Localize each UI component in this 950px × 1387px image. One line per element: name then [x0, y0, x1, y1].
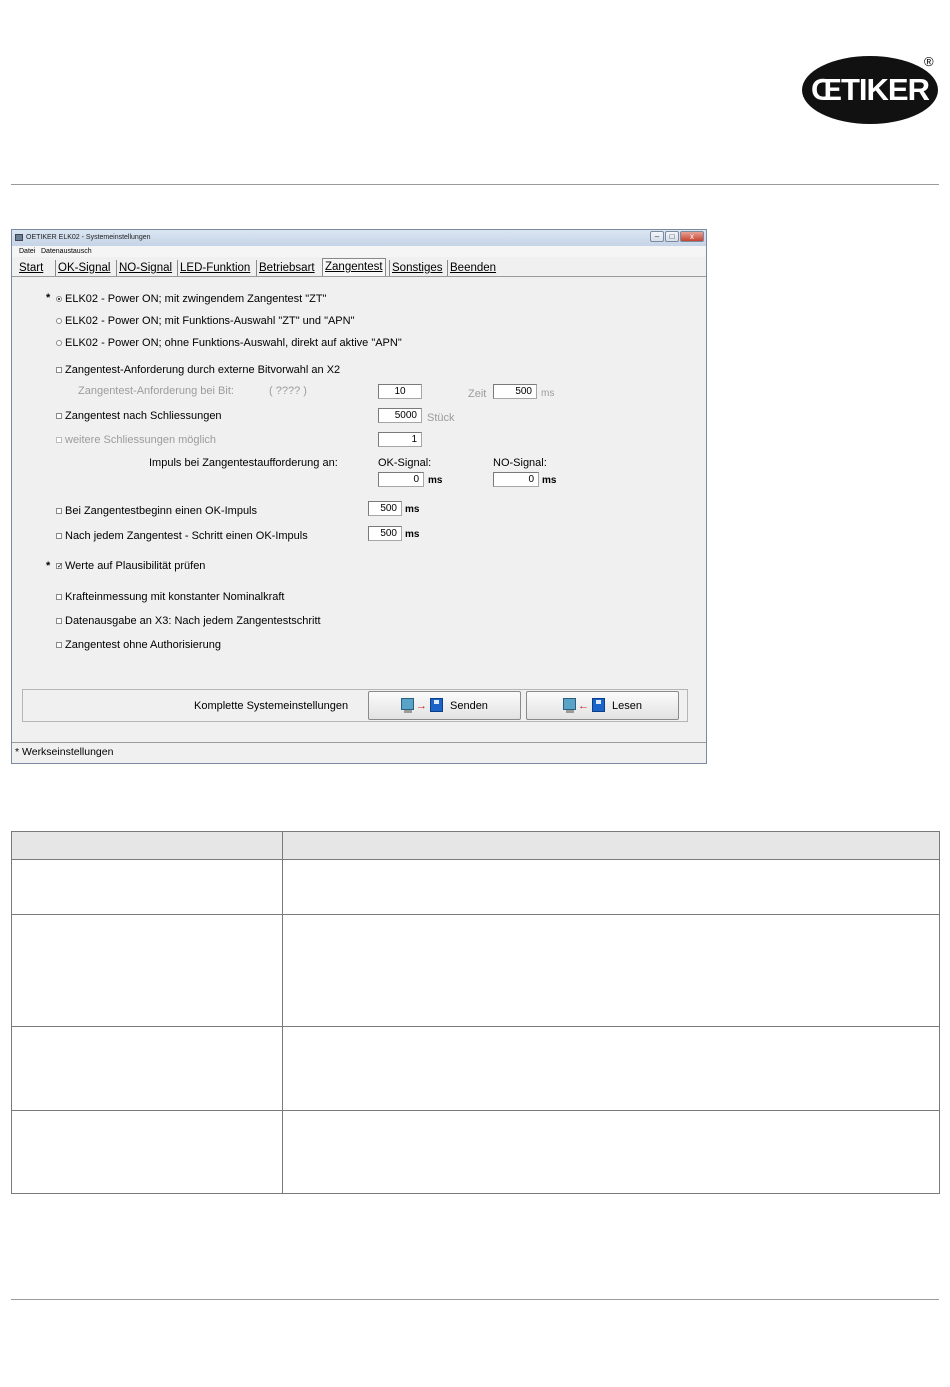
registered-mark: ®: [924, 54, 934, 69]
header-divider: [11, 184, 939, 185]
bit-request-value: ( ???? ): [269, 385, 307, 397]
ext-request-checkbox[interactable]: [56, 367, 62, 373]
tab-no-signal[interactable]: NO-Signal: [116, 260, 172, 276]
data-output-checkbox[interactable]: [56, 618, 62, 624]
settings-window: [11, 229, 707, 764]
app-icon: [15, 234, 23, 241]
no-auth-checkbox[interactable]: [56, 642, 62, 648]
radio-direct-apn-label: ELK02 - Power ON; ohne Funktions-Auswahl, direkt auf aktive "APN": [65, 337, 402, 349]
device-icon: [592, 698, 605, 712]
ok-impulse-field[interactable]: 0: [378, 472, 424, 487]
table-row: [12, 860, 940, 915]
menu-bar: [12, 246, 707, 257]
force-measure-label: Krafteinmessung mit konstanter Nominalkraft: [65, 591, 285, 603]
send-button-label: Senden: [450, 700, 488, 712]
radio-direct-apn[interactable]: [56, 340, 62, 346]
tab-zangentest[interactable]: Zangentest: [322, 258, 386, 277]
table-cell: [12, 1111, 283, 1194]
footer-divider: [11, 1299, 939, 1300]
menu-datenaustausch[interactable]: Datenaustausch: [41, 248, 92, 255]
after-closings-checkbox[interactable]: [56, 413, 62, 419]
bit-field[interactable]: 10: [378, 384, 422, 399]
radio-zt-mandatory-label: ELK02 - Power ON; mit zwingendem Zangentest "ZT": [65, 293, 327, 305]
no-auth-label: Zangentest ohne Authorisierung: [65, 639, 221, 651]
tab-bar: [12, 258, 707, 277]
arrow-left-icon: ←: [578, 700, 589, 712]
more-closings-field[interactable]: 1: [378, 432, 422, 447]
system-settings-label: Komplette Systemeinstellungen: [194, 700, 349, 712]
table-header-row: [12, 832, 940, 860]
each-step-unit: ms: [405, 529, 420, 540]
status-text: * Werkseinstellungen: [15, 746, 114, 758]
time-label: Zeit: [468, 388, 487, 400]
after-closings-label: Zangentest nach Schliessungen: [65, 410, 222, 422]
more-closings-label: weitere Schliessungen möglich: [65, 434, 217, 446]
tab-sonstiges[interactable]: Sonstiges: [389, 260, 443, 276]
force-measure-checkbox[interactable]: [56, 594, 62, 600]
radio-zt-mandatory[interactable]: [56, 296, 62, 302]
tab-start[interactable]: Start: [19, 262, 44, 274]
table-cell: [12, 1027, 283, 1111]
impulse-label: Impuls bei Zangentestaufforderung an:: [149, 457, 338, 469]
status-bar: [12, 742, 707, 764]
computer-icon: [563, 698, 576, 710]
tab-beenden[interactable]: Beenden: [447, 260, 496, 276]
oetiker-logo: [802, 56, 938, 124]
logo-text: ŒTIKER: [811, 72, 929, 107]
table-row: [12, 1027, 940, 1111]
minimize-button[interactable]: –: [650, 231, 664, 242]
tab-betriebsart[interactable]: Betriebsart: [256, 260, 315, 276]
each-step-checkbox[interactable]: [56, 533, 62, 539]
ext-request-label: Zangentest-Anforderung durch externe Bitvorwahl an X2: [65, 364, 341, 376]
maximize-button[interactable]: □: [665, 231, 679, 242]
default-marker-2: *: [46, 560, 51, 572]
table-cell: [12, 915, 283, 1027]
more-closings-checkbox[interactable]: [56, 437, 62, 443]
table-cell: [283, 915, 940, 1027]
arrow-right-icon: →: [416, 700, 427, 712]
begin-ok-checkbox[interactable]: [56, 508, 62, 514]
computer-icon: [401, 698, 414, 710]
no-impulse-field[interactable]: 0: [493, 472, 539, 487]
each-step-field[interactable]: 500: [368, 526, 402, 541]
tab-led-funktion[interactable]: LED-Funktion: [177, 260, 250, 276]
no-impulse-unit: ms: [542, 475, 557, 486]
table-row: [12, 915, 940, 1027]
close-button[interactable]: x: [680, 231, 704, 242]
title-bar: [12, 230, 707, 246]
ok-impulse-unit: ms: [428, 475, 443, 486]
table-cell: [283, 1027, 940, 1111]
table-cell: [283, 860, 940, 915]
begin-ok-label: Bei Zangentestbeginn einen OK-Impuls: [65, 505, 258, 517]
table-header-cell: [12, 832, 283, 860]
closings-field[interactable]: 5000: [378, 408, 422, 423]
table-row: [12, 1111, 940, 1194]
begin-ok-field[interactable]: 500: [368, 501, 402, 516]
tab-divider: [12, 276, 707, 277]
menu-datei[interactable]: Datei: [19, 248, 36, 255]
pieces-unit: Stück: [427, 412, 455, 424]
ok-signal-label: OK-Signal:: [378, 457, 432, 469]
send-button[interactable]: [368, 691, 521, 720]
description-table: [11, 831, 940, 1194]
system-settings-panel: [22, 689, 688, 722]
no-signal-label: NO-Signal:: [493, 457, 547, 469]
radio-zt-apn-select[interactable]: [56, 318, 62, 324]
device-icon: [430, 698, 443, 712]
plausibility-checkbox[interactable]: ✓: [57, 563, 63, 570]
table-cell: [283, 1111, 940, 1194]
time-unit: ms: [541, 388, 555, 399]
table-cell: [12, 860, 283, 915]
table-header-cell: [283, 832, 940, 860]
read-button[interactable]: [526, 691, 679, 720]
radio-zt-apn-select-label: ELK02 - Power ON; mit Funktions-Auswahl "ZT" und "APN": [65, 315, 355, 327]
default-marker: *: [46, 292, 51, 304]
begin-ok-unit: ms: [405, 504, 420, 515]
each-step-label: Nach jedem Zangentest - Schritt einen OK-Impuls: [65, 530, 308, 542]
data-output-label: Datenausgabe an X3: Nach jedem Zangentestschritt: [65, 615, 321, 627]
tab-ok-signal[interactable]: OK-Signal: [55, 260, 110, 276]
time-field[interactable]: 500: [493, 384, 537, 399]
window-title: OETIKER ELK02 - Systemeinstellungen: [26, 234, 151, 241]
bit-request-label: Zangentest-Anforderung bei Bit:: [78, 385, 234, 397]
read-button-label: Lesen: [612, 700, 642, 712]
plausibility-label: Werte auf Plausibilität prüfen: [65, 560, 206, 572]
